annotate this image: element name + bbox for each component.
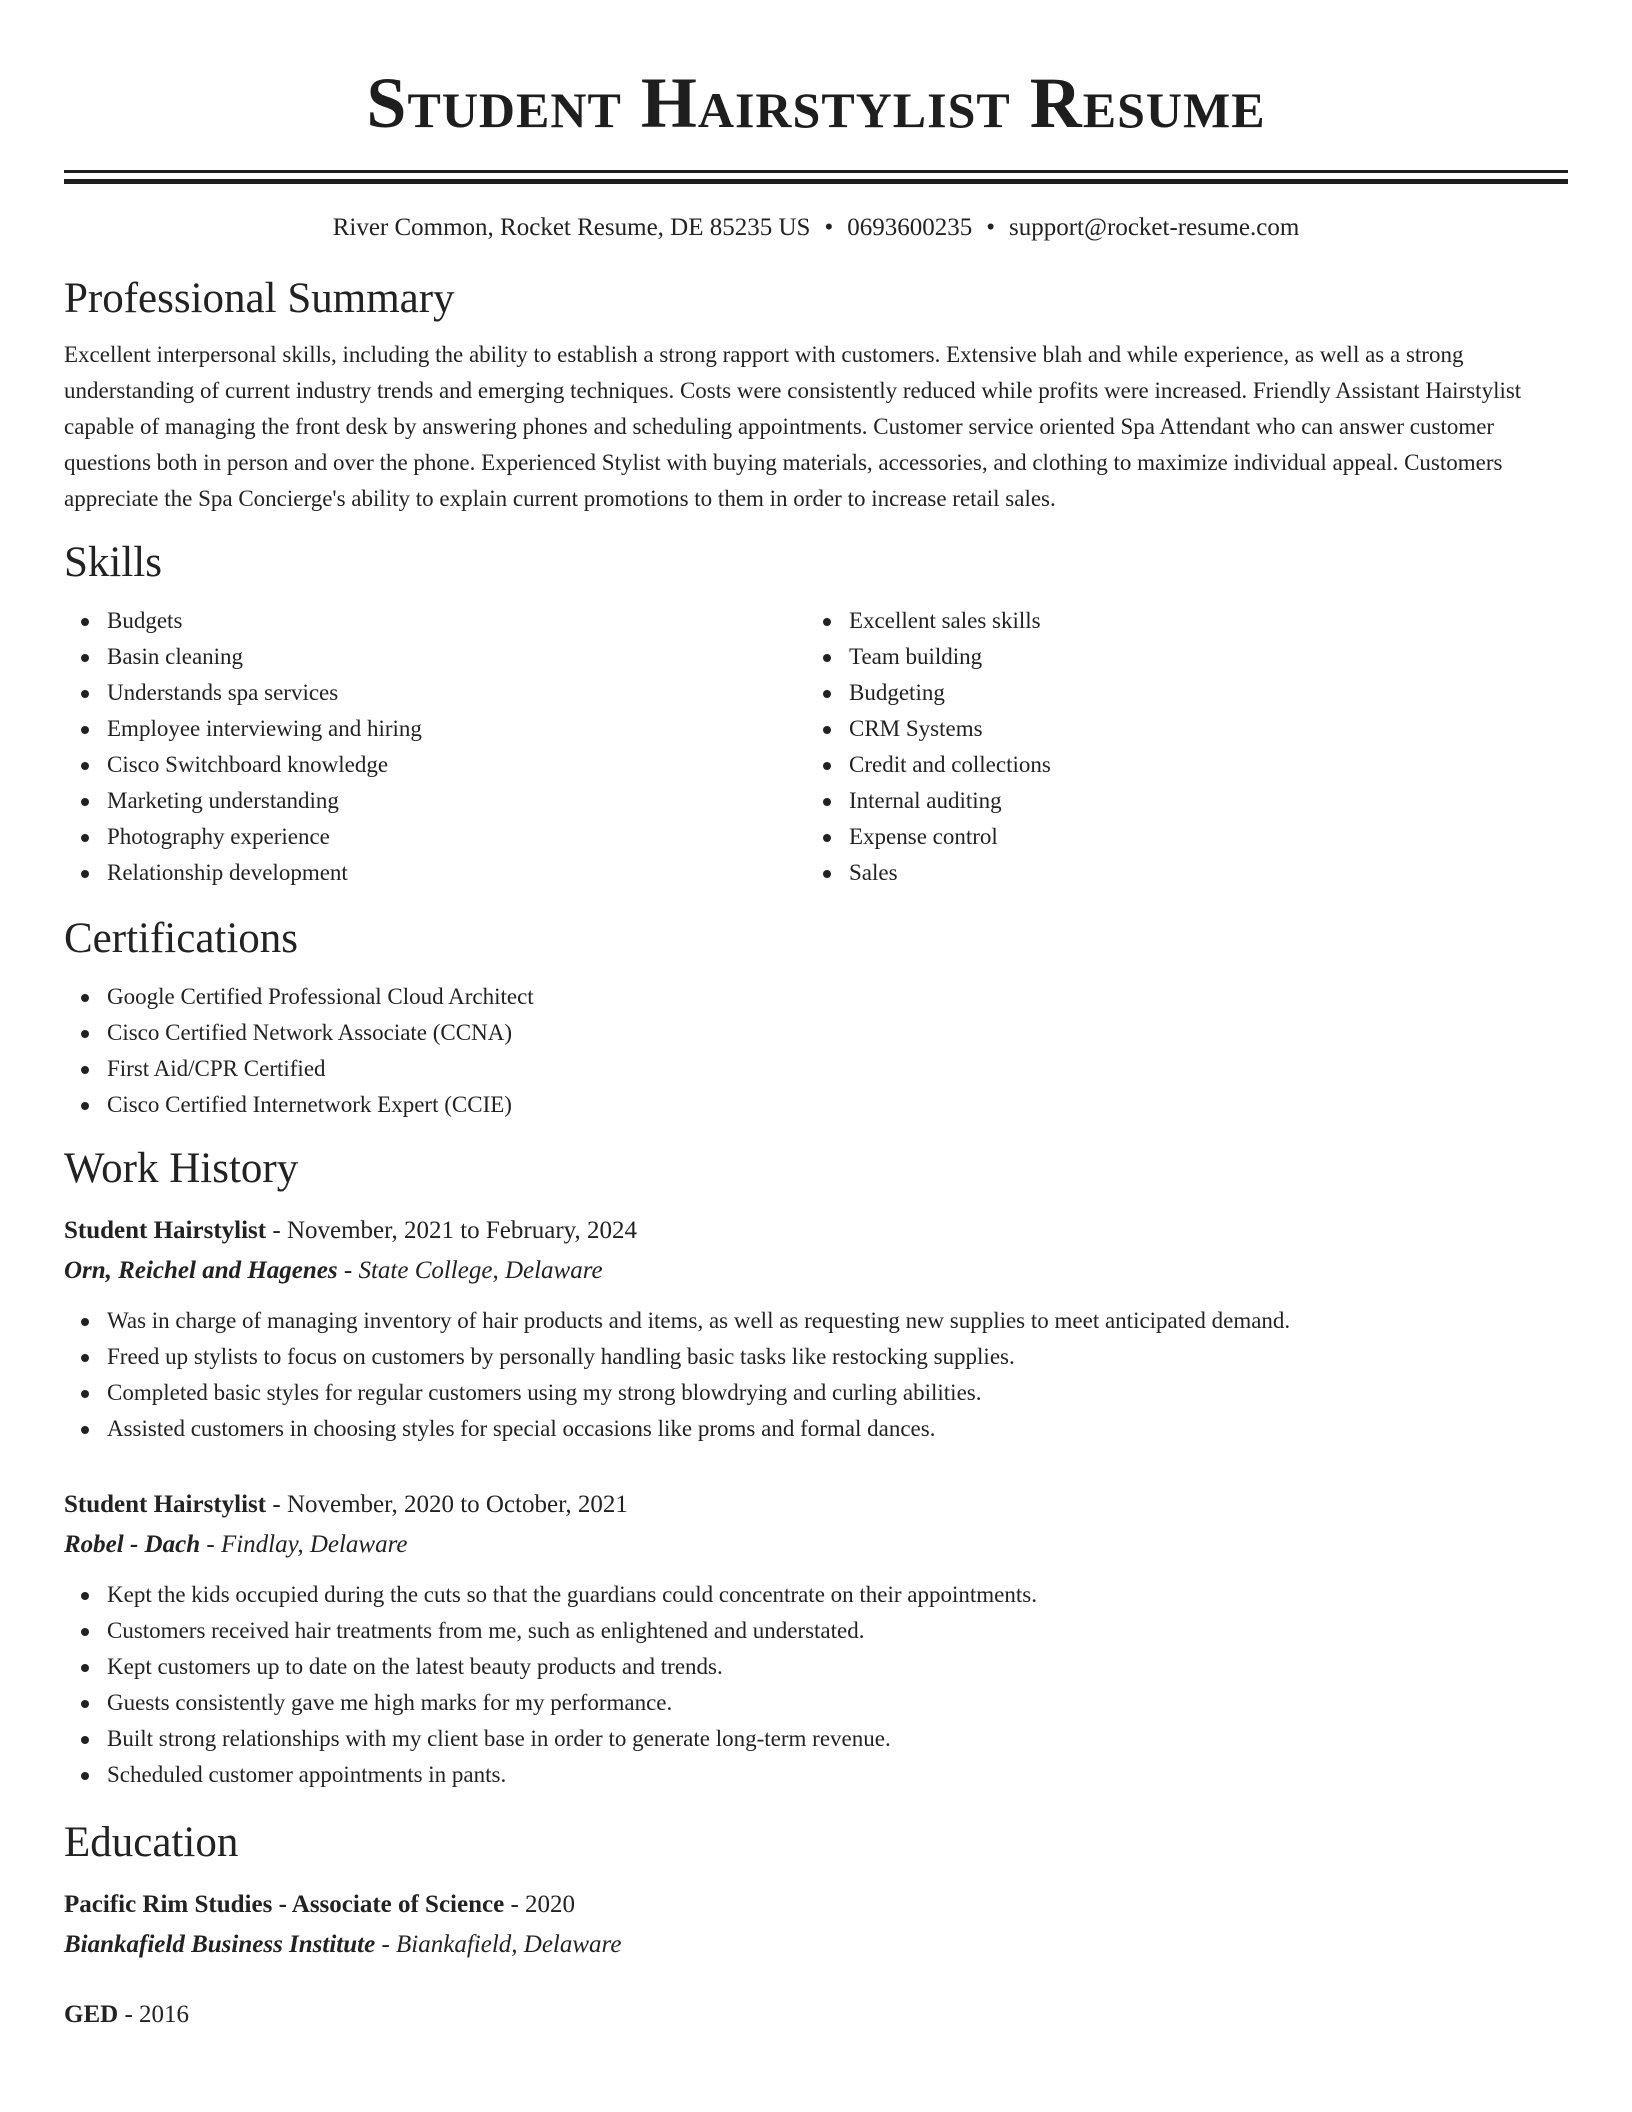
education-school: Biankafield Business Institute — [64, 1931, 376, 1958]
job-title-line: Student Hairstylist - November, 2020 to October, 2021 — [64, 1491, 628, 1518]
education-entry — [64, 1885, 1568, 1965]
job-duty: Assisted customers in choosing styles for special occasions like proms and formal dances. — [107, 1411, 1568, 1447]
job-duty: Was in charge of managing inventory of hair products and items, as well as requesting new supplies to meet anticipated demand. — [107, 1303, 1568, 1339]
skill-item: Excellent sales skills — [849, 603, 1548, 639]
job-duty: Completed basic styles for regular customers using my strong blowdrying and curling abilities. — [107, 1375, 1568, 1411]
skills-heading: Skills — [64, 539, 162, 586]
skills-right-list — [806, 603, 1548, 891]
job-company: Robel - Dach — [64, 1531, 201, 1558]
job-dates: November, 2021 to February, 2024 — [286, 1217, 638, 1244]
job-entry — [64, 1485, 1568, 1793]
education-year: 2016 — [139, 2001, 190, 2028]
contact-separator: • — [824, 214, 834, 241]
skill-item: Team building — [849, 639, 1548, 675]
job-dates: November, 2020 to October, 2021 — [286, 1491, 628, 1518]
contact-email: support@rocket-resume.com — [1008, 214, 1300, 241]
skill-item: Relationship development — [107, 855, 806, 891]
job-company-line: Robel - Dach - Findlay, Delaware — [64, 1531, 408, 1558]
job-duty: Guests consistently gave me high marks for my performance. — [107, 1685, 1568, 1721]
education-entry — [64, 1995, 1568, 2035]
education-school-line: Biankafield Business Institute - Biankafield, Delaware — [64, 1931, 622, 1958]
skills-columns — [64, 603, 1568, 891]
job-duties-list — [64, 1303, 1568, 1447]
job-company: Orn, Reichel and Hagenes — [64, 1257, 338, 1284]
contact-separator: • — [986, 214, 995, 241]
job-duty: Scheduled customer appointments in pants. — [107, 1757, 1568, 1793]
education-degree: GED — [64, 2001, 119, 2028]
work-history-heading: Work History — [64, 1145, 299, 1192]
certification-item: Cisco Certified Internetwork Expert (CCIE) — [107, 1087, 1568, 1123]
job-duty: Built strong relationships with my client base in order to generate long-term revenue. — [107, 1721, 1568, 1757]
certifications-list — [64, 979, 1568, 1123]
skill-item: Photography experience — [107, 819, 806, 855]
skill-item: Basin cleaning — [107, 639, 806, 675]
contact-line — [64, 211, 1568, 245]
job-duty: Freed up stylists to focus on customers by personally handling basic tasks like restocking supplies. — [107, 1339, 1568, 1375]
job-location: Findlay, Delaware — [220, 1531, 408, 1558]
job-title: Student Hairstylist — [64, 1217, 267, 1244]
skills-right-column — [806, 603, 1548, 891]
contact-phone: 0693600235 — [847, 214, 973, 241]
skill-item: Internal auditing — [849, 783, 1548, 819]
resume-title: Student Hairstylist Resume — [366, 63, 1266, 143]
certification-item: Google Certified Professional Cloud Architect — [107, 979, 1568, 1015]
skill-item: Budgeting — [849, 675, 1548, 711]
skill-item: Understands spa services — [107, 675, 806, 711]
education-year: 2020 — [525, 1891, 576, 1918]
education-heading: Education — [64, 1819, 239, 1866]
skill-item: Expense control — [849, 819, 1548, 855]
skills-left-column — [64, 603, 806, 891]
job-duty: Customers received hair treatments from me, such as enlightened and understated. — [107, 1613, 1568, 1649]
job-duty: Kept the kids occupied during the cuts so that the guardians could concentrate on their appointments. — [107, 1577, 1568, 1613]
skill-item: Budgets — [107, 603, 806, 639]
skill-item: Employee interviewing and hiring — [107, 711, 806, 747]
job-location: State College, Delaware — [358, 1257, 603, 1284]
certifications-heading: Certifications — [64, 915, 299, 962]
summary-heading: Professional Summary — [64, 275, 455, 322]
skill-item: Cisco Switchboard knowledge — [107, 747, 806, 783]
skill-item: Marketing understanding — [107, 783, 806, 819]
job-duty: Kept customers up to date on the latest beauty products and trends. — [107, 1649, 1568, 1685]
job-duties-list — [64, 1577, 1568, 1793]
summary-text: Excellent interpersonal skills, including the ability to establish a strong rapport with customers. Extensive blah and while experience, as well as a strong understanding of current industry trends and emerging techniques. Costs were consistently reduced while profits were increased. Friendly Assistant Hairstylist capable of managing the front desk by answering phones and scheduling appointments. Customer service oriented Spa Attendant who can answer customer questions both in person and over the phone. Experienced Stylist with buying materials, accessories, and clothing to maximize individual appeal. Customers appreciate the Spa Concierge's ability to explain current promotions to them in order to increase retail sales. — [64, 342, 1522, 511]
skills-left-list — [64, 603, 806, 891]
certification-item: Cisco Certified Network Associate (CCNA) — [107, 1015, 1568, 1051]
contact-address: River Common, Rocket Resume, DE 85235 US — [332, 214, 811, 241]
title-divider-thick — [64, 179, 1568, 184]
skill-item: CRM Systems — [849, 711, 1548, 747]
skill-item: Sales — [849, 855, 1548, 891]
job-entry — [64, 1211, 1568, 1447]
skill-item: Credit and collections — [849, 747, 1548, 783]
job-company-line: Orn, Reichel and Hagenes - State College, Delaware — [64, 1257, 603, 1284]
education-degree-line: GED - 2016 — [64, 2001, 190, 2028]
job-title: Student Hairstylist — [64, 1491, 267, 1518]
certification-item: First Aid/CPR Certified — [107, 1051, 1568, 1087]
education-location: Biankafield, Delaware — [396, 1931, 622, 1958]
job-title-line: Student Hairstylist - November, 2021 to February, 2024 — [64, 1217, 638, 1244]
education-degree-line: Pacific Rim Studies - Associate of Science - 2020 — [64, 1891, 576, 1918]
title-divider-thin — [64, 170, 1568, 173]
education-degree: Pacific Rim Studies - Associate of Science — [64, 1891, 505, 1918]
